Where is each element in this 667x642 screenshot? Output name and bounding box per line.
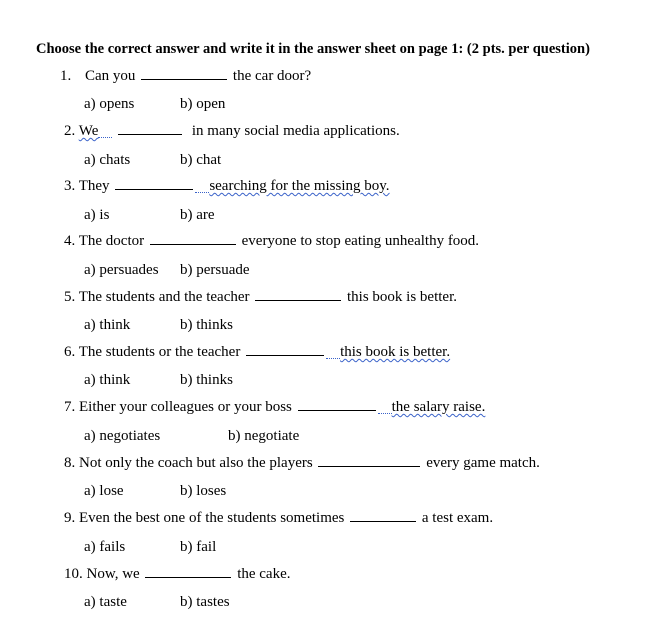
option-b: b) thinks	[180, 372, 233, 388]
option-a: a) is	[84, 207, 110, 223]
question-number: 6.	[64, 344, 76, 360]
question-number: 1.	[60, 68, 72, 84]
answer-blank	[118, 133, 182, 135]
option-a: a) fails	[84, 539, 126, 555]
question-number: 10.	[64, 566, 83, 582]
answer-blank	[255, 299, 341, 301]
question-number: 4.	[64, 233, 76, 249]
option-a: a) think	[84, 372, 131, 388]
question-text-after: the cake.	[237, 566, 291, 582]
question-text-after: this book is better.	[347, 289, 457, 305]
option-a: a) lose	[84, 483, 124, 499]
question-2	[64, 123, 400, 140]
question-text-after: a test exam.	[421, 510, 494, 526]
answer-blank	[318, 465, 420, 467]
question-number: 8.	[64, 455, 76, 471]
option-b: b) fail	[180, 539, 217, 555]
option-a: a) taste	[84, 594, 127, 610]
option-a: a) chats	[84, 152, 131, 168]
answer-blank	[246, 354, 324, 356]
question-3	[64, 178, 390, 195]
question-4	[64, 233, 479, 250]
question-text-before: Can you	[85, 68, 136, 84]
instruction-heading: Choose the correct answer and write it in the answer sheet on page 1: (2 pts. per question)	[36, 41, 590, 57]
spellcheck-squiggle	[326, 354, 340, 359]
option-b: b) open	[180, 96, 226, 112]
question-number: 7.	[64, 399, 76, 415]
spellcheck-squiggle	[195, 188, 209, 193]
option-a: a) opens	[84, 96, 135, 112]
answer-blank	[141, 78, 227, 80]
answer-blank	[298, 409, 376, 411]
question-text-before: The students and the teacher	[78, 289, 250, 305]
option-b: b) are	[180, 207, 215, 223]
question-number: 5.	[64, 289, 76, 305]
answer-blank	[150, 243, 236, 245]
question-text-before: Not only the coach but also the players	[79, 455, 313, 471]
question-9	[64, 510, 493, 527]
option-b: b) loses	[180, 483, 227, 499]
question-number: 3.	[64, 178, 76, 194]
question-text-after: everyone to stop eating unhealthy food.	[241, 233, 480, 249]
option-b: b) persuade	[180, 262, 250, 278]
question-text-after: in many social media applications.	[191, 123, 400, 139]
question-text-before: The doctor	[78, 233, 145, 249]
question-number: 9.	[64, 510, 76, 526]
question-8	[64, 455, 540, 472]
option-b: b) thinks	[180, 317, 233, 333]
option-a: a) think	[84, 317, 131, 333]
question-6	[64, 344, 450, 361]
question-5	[64, 289, 457, 306]
spellcheck-squiggle	[378, 409, 392, 414]
question-text-after: searching for the missing boy.	[209, 178, 390, 194]
option-a: a) negotiates	[84, 428, 161, 444]
question-text-before: They	[78, 178, 110, 194]
question-text-before: We	[78, 123, 99, 139]
question-text-after: every game match.	[426, 455, 540, 471]
question-text-after: the car door?	[232, 68, 312, 84]
question-text-after: this book is better.	[340, 344, 451, 360]
question-7	[64, 399, 485, 416]
answer-blank	[145, 576, 231, 578]
question-10	[64, 566, 291, 583]
option-b: b) tastes	[180, 594, 230, 610]
answer-blank	[350, 520, 416, 522]
question-text-before: The students or the teacher	[78, 344, 241, 360]
question-1	[60, 68, 311, 85]
option-b: b) chat	[180, 152, 222, 168]
spellcheck-squiggle	[98, 133, 112, 138]
option-b: b) negotiate	[228, 428, 300, 444]
answer-blank	[115, 188, 193, 190]
question-text-after: the salary raise.	[391, 399, 486, 415]
question-text-before: Even the best one of the students sometimes	[79, 510, 345, 526]
option-a: a) persuades	[84, 262, 159, 278]
question-text-before: Either your colleagues or your boss	[79, 399, 292, 415]
question-text-before: Now, we	[86, 566, 140, 582]
question-number: 2.	[64, 123, 76, 139]
